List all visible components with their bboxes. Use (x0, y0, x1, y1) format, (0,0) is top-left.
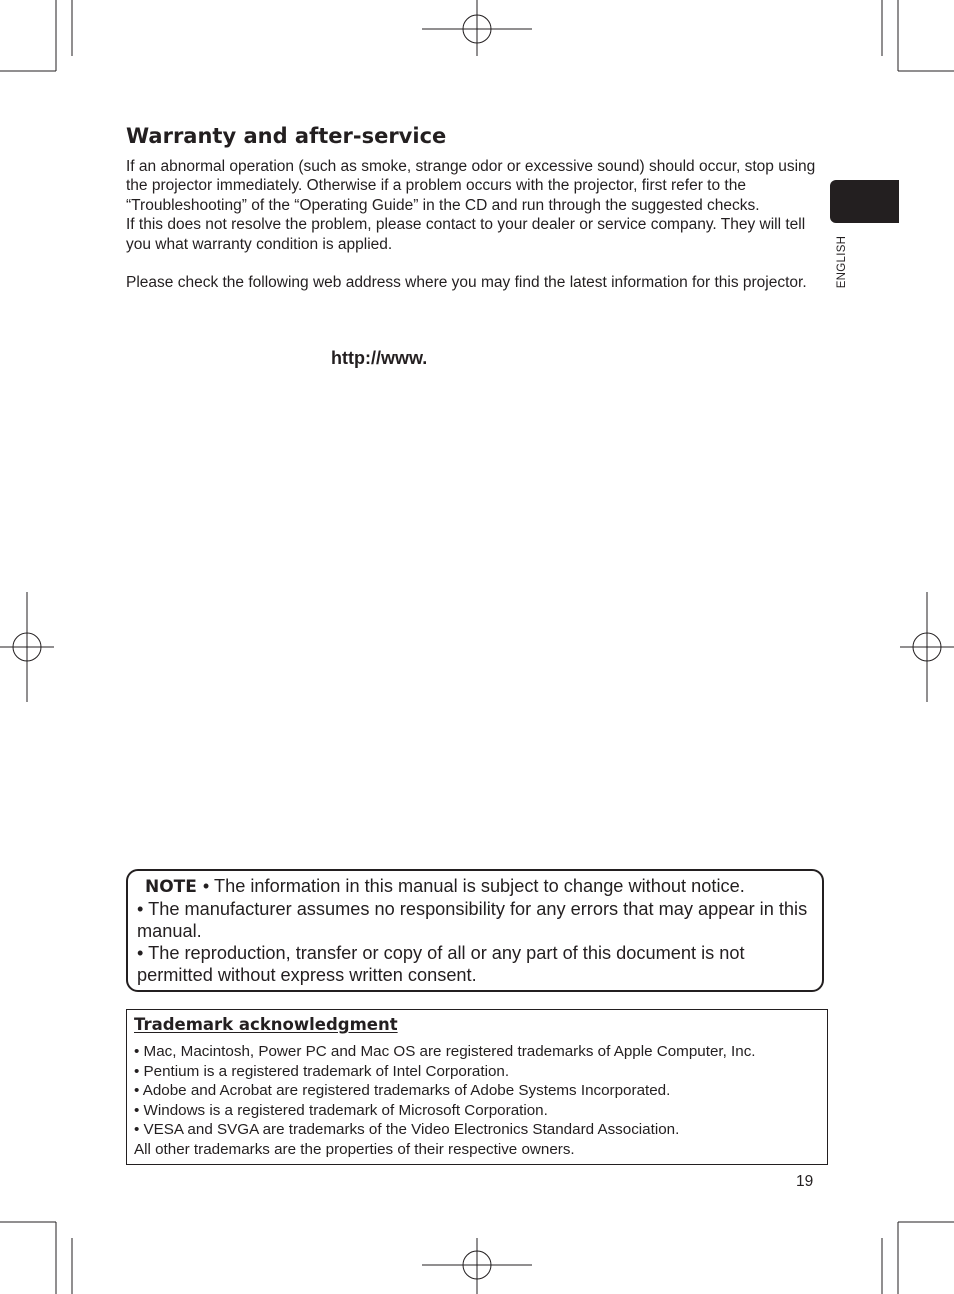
language-tab-marker (830, 180, 899, 223)
paragraph-contact-dealer: If this does not resolve the problem, please contact to your dealer or service company. They will tell you what warranty condition is applied. (126, 216, 806, 253)
registration-mark-top (422, 0, 532, 56)
page-title: Warranty and after-service (126, 124, 447, 148)
language-label-text: ENGLISH (836, 235, 848, 289)
note-box (126, 869, 824, 992)
support-url[interactable]: http://www. (331, 348, 428, 368)
trademark-item: • Adobe and Acrobat are registered trademarks of Adobe Systems Incorporated. (134, 1082, 671, 1099)
trademark-footer: All other trademarks are the properties of their respective owners. (134, 1140, 575, 1158)
trademark-item: • Pentium is a registered trademark of Intel Corporation. (134, 1062, 510, 1080)
note-item-1 (137, 875, 814, 898)
trademark-item: • Windows is a registered trademark of Microsoft Corporation. (134, 1101, 548, 1119)
trademark-item: • Mac, Macintosh, Power PC and Mac OS are registered trademarks of Apple Computer, Inc. (134, 1043, 756, 1060)
crop-mark-top-left (0, 0, 72, 71)
warranty-body (126, 157, 826, 293)
trademark-box (126, 1009, 828, 1165)
trademark-list (134, 1042, 820, 1140)
page-number: 19 (796, 1173, 814, 1190)
note-item-3: • The reproduction, transfer or copy of all or any part of this document is not permitted without express written consent. (137, 943, 745, 985)
crop-mark-bottom-right (882, 1222, 954, 1294)
language-tab-label (834, 231, 850, 293)
registration-mark-left (0, 592, 54, 702)
crop-mark-top-right (882, 0, 954, 71)
paragraph-web-address: Please check the following web address where you may find the latest information for this projector. (126, 274, 807, 292)
registration-mark-right (900, 592, 954, 702)
crop-mark-bottom-left (0, 1222, 72, 1294)
registration-mark-bottom (422, 1238, 532, 1294)
paragraph-abnormal-operation: If an abnormal operation (such as smoke, strange odor or excessive sound) should occur, stop using the projector immediately. Otherwise if a problem occurs with the projector, first refer to the “Troubleshooting” of the “Operating Guide” in the CD and run through the suggested checks. (126, 158, 816, 214)
note-label: NOTE (145, 877, 197, 897)
trademark-title: Trademark acknowledgment (134, 1015, 398, 1034)
trademark-item: • VESA and SVGA are trademarks of the Video Electronics Standard Association. (134, 1121, 680, 1138)
note-item-2: • The manufacturer assumes no responsibility for any errors that may appear in this manual. (137, 899, 808, 941)
note-item-1-text: • The information in this manual is subject to change without notice. (202, 876, 745, 896)
